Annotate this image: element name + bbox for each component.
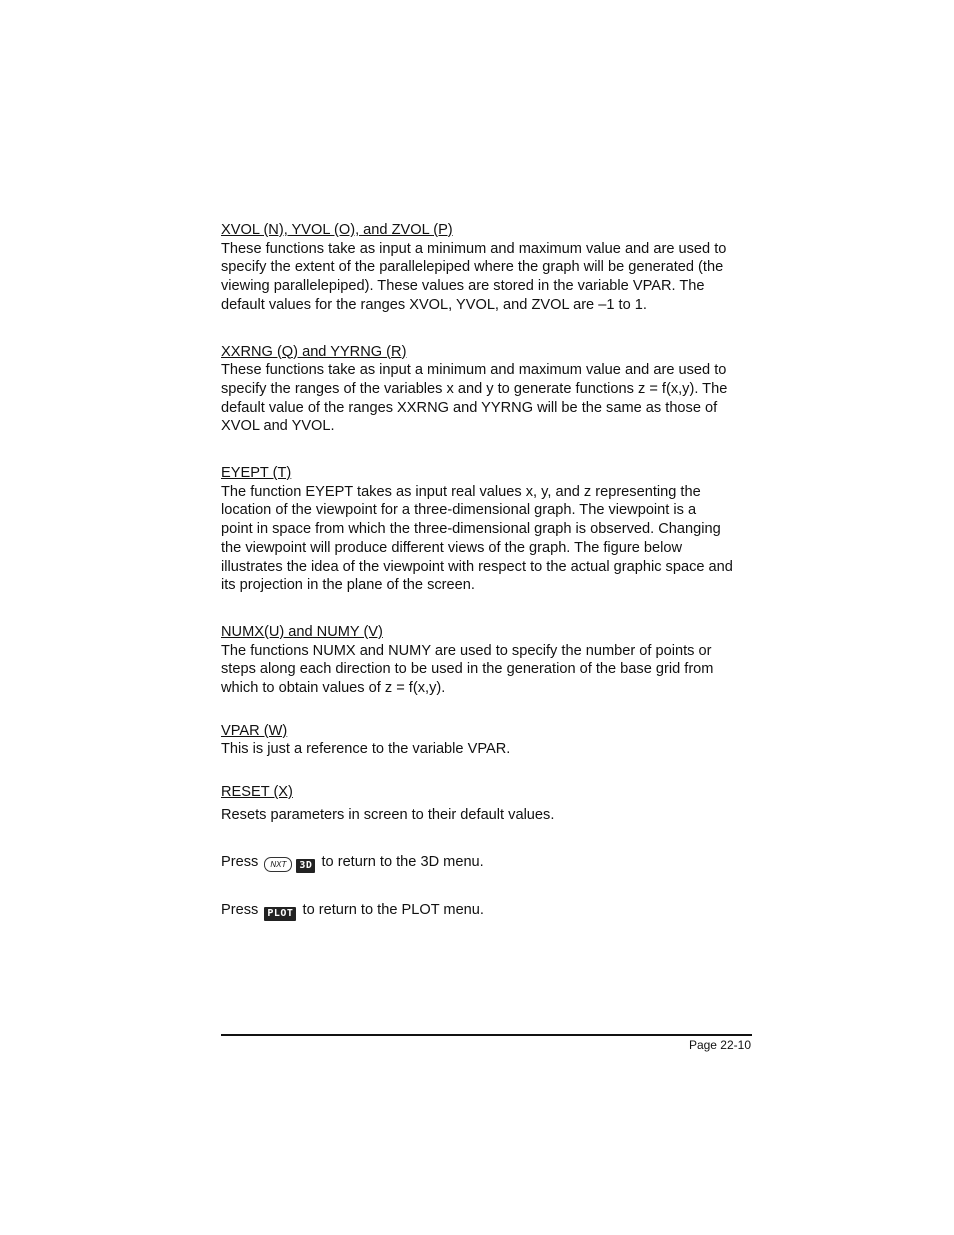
- section-line: the viewpoint will produce different views of the graph. The figure below: [221, 539, 683, 556]
- section-line: its projection in the plane of the screen.: [221, 577, 475, 594]
- section-line: Resets parameters in screen to their default values.: [221, 806, 555, 823]
- section-line: location of the viewpoint for a three-dimensional graph. The viewpoint is a: [221, 502, 697, 519]
- section-line: This is just a reference to the variable VPAR.: [221, 741, 511, 758]
- section-xvol: [221, 221, 753, 315]
- section-line: viewing parallelepiped). These values are stored in the variable VPAR. The: [221, 278, 705, 295]
- section-heading: RESET (X): [221, 784, 293, 801]
- section-eyept: [221, 464, 753, 595]
- section-line: which to obtain values of z = f(x,y).: [221, 680, 446, 697]
- section-reset: [221, 783, 753, 824]
- page-number: Page 22-10: [688, 1038, 751, 1052]
- footer-rule: [221, 1034, 752, 1036]
- section-line: default values for the ranges XVOL, YVOL, and ZVOL are –1 to 1.: [221, 296, 647, 313]
- section-vpar: [221, 722, 753, 759]
- section-line: These functions take as input a minimum and maximum value and are used to: [221, 240, 727, 257]
- press-label: Press: [221, 853, 259, 870]
- section-line: These functions take as input a minimum and maximum value and are used to: [221, 362, 727, 379]
- section-line: The functions NUMX and NUMY are used to specify the number of points or: [221, 642, 712, 659]
- plot-softkey: PLOT: [264, 907, 296, 921]
- section-line: steps along each direction to be used in the generation of the base grid from: [221, 661, 714, 678]
- press-3d-instruction: [221, 853, 753, 873]
- section-heading: XVOL (N), YVOL (O), and ZVOL (P): [221, 222, 453, 238]
- section-line: XVOL and YVOL.: [221, 418, 335, 435]
- section-heading: XXRNG (Q) and YYRNG (R): [221, 343, 407, 360]
- section-heading: EYEPT (T): [221, 465, 292, 482]
- section-line: illustrates the idea of the viewpoint with respect to the actual graphic space and: [221, 558, 733, 575]
- section-line: point in space from which the three-dimensional graph is observed. Changing: [221, 521, 721, 538]
- section-line: specify the ranges of the variables x and y to generate functions z = f(x,y). The: [221, 380, 728, 397]
- 3d-softkey: 3D: [296, 859, 315, 873]
- document-body: [221, 221, 753, 921]
- press-label: Press: [221, 901, 259, 918]
- section-line: default value of the ranges XXRNG and YYRNG will be the same as those of: [221, 399, 718, 416]
- section-numx: [221, 623, 753, 698]
- section-heading: VPAR (W): [221, 722, 288, 739]
- nxt-key: NXT: [264, 857, 292, 872]
- press-suffix: to return to the PLOT menu.: [302, 901, 484, 918]
- section-line: The function EYEPT takes as input real values x, y, and z representing the: [221, 483, 701, 500]
- press-suffix: to return to the 3D menu.: [321, 853, 484, 870]
- section-heading: NUMX(U) and NUMY (V): [221, 623, 383, 640]
- press-plot-instruction: [221, 901, 753, 921]
- section-xxrng: [221, 343, 753, 437]
- section-line: specify the extent of the parallelepiped where the graph will be generated (the: [221, 259, 724, 276]
